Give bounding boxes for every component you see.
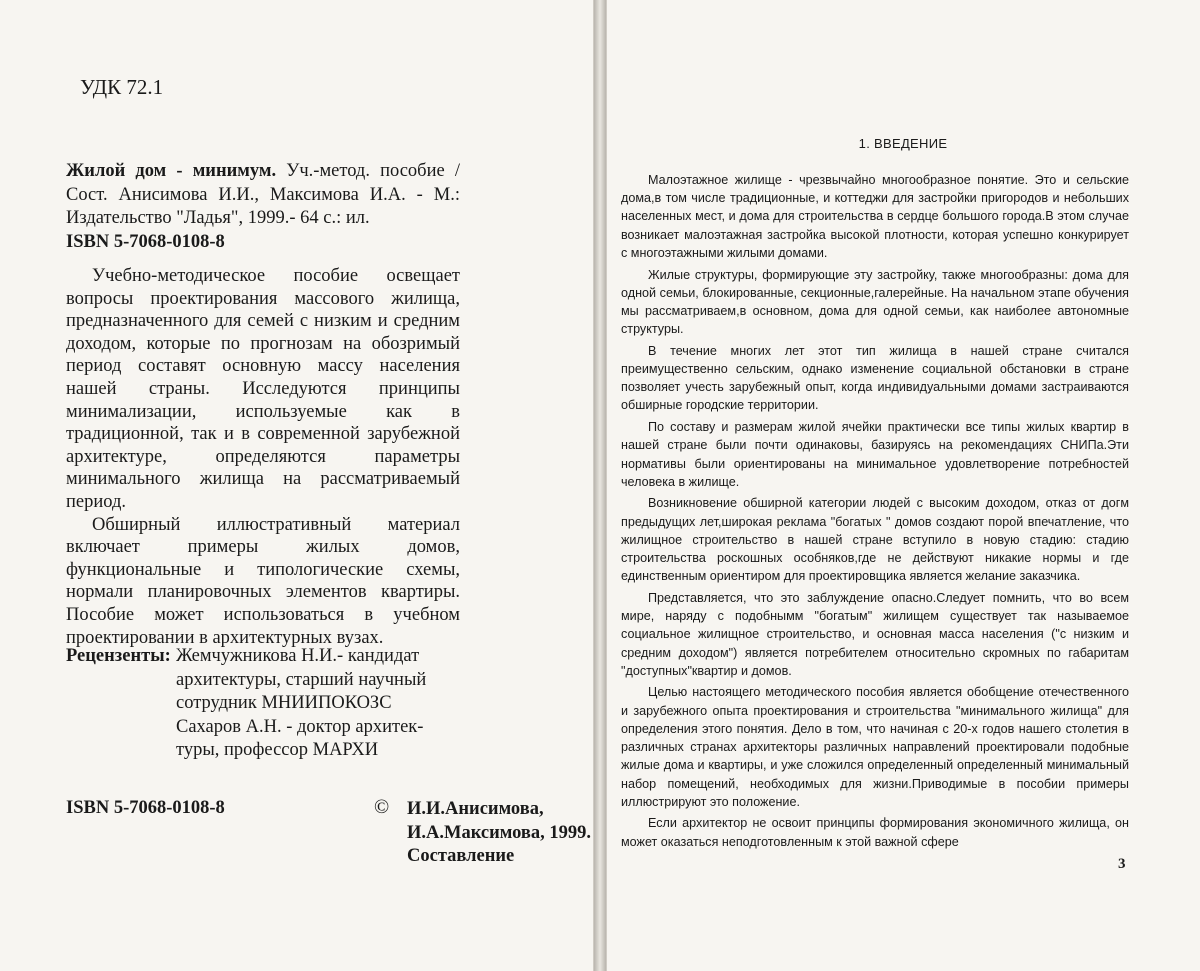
- author-line: Составление: [407, 846, 515, 866]
- reviewer-line: Жемчужникова Н.И.- кандидат: [176, 646, 420, 666]
- copyright-icon: ©: [374, 796, 390, 818]
- body-paragraph: Целью настоящего методического пособия является обобщение отечественного и зарубежного опыта проектирования и строительства "минимального жилища" для определения этого понятия. Дело в том, что начиная с 20-х годов нашего столетия в различных странах архитекторы различных направлений проектировали подобные жилые дома и квартиры, и уже сложился определенный определенный минимальный набор помещений, необходимых для жизни.Приводимые в пособии примеры иллюстрируют это положение.: [621, 685, 1129, 809]
- author-line: И.И.Анисимова,: [407, 799, 544, 819]
- reviewer-line: Сахаров А.Н. - доктор архитек-: [176, 716, 424, 737]
- isbn-top: ISBN 5-7068-0108-8: [66, 231, 225, 252]
- isbn-bottom: ISBN 5-7068-0108-8: [66, 798, 225, 818]
- body-paragraph: В течение многих лет этот тип жилища в нашей стране считался преимущественно сельским, однако изменение социальной обстановки в стране позволяет учесть зарубежный опыт, когда индивидуальными домами застраиваются обширные городские территории.: [621, 343, 1129, 413]
- annotation: [66, 265, 460, 649]
- udk-code: УДК 72.1: [80, 75, 164, 99]
- body-paragraph: По составу и размерам жилой ячейки практически все типы жилых квартир в нашей стране были почти одинаковы, базируясь на рекомендациях СНИПа.Эти нормативы были ориентированы на минимальное удовлетворение потребностей человека в жилище.: [621, 420, 1129, 489]
- book-title: Жилой дом - минимум.: [66, 161, 277, 181]
- author-line: И.А.Максимова, 1999.: [407, 822, 592, 843]
- body-paragraph: Жилые структуры, формирующие эту застройку, также многообразны: дома для одной семьи, блокированные, секционные,галерейные. На начальном этапе обучения мы рассматриваем,в основном, дома для одной семьи, как наиболее автономные структуры.: [621, 267, 1129, 337]
- book-spine: [594, 0, 606, 971]
- page-number: 3: [1118, 856, 1126, 872]
- reviewer-line: архитектуры, старший научный: [176, 669, 427, 690]
- reviewers-label: Рецензенты:: [66, 646, 171, 666]
- copyright-authors: [407, 798, 591, 869]
- bibliographic-record: [66, 160, 460, 254]
- annotation-paragraph: Обширный иллюстративный материал включает примеры жилых домов, функциональные и типологические схемы, нормали планировочных элементов квартиры. Пособие может использоваться в учебном проектировании в архитектурных вузах.: [66, 514, 460, 648]
- body-paragraph: Малоэтажное жилище - чрезвычайно многообразное понятие. Это и сельские дома,в том числе традиционные, и коттеджи для застройки пригородов и небольших населенных мест, и дома для строительства в сердце большого города.В этом случае возникает малоэтажная застройка высокой плотности, которая успешно конкурирует с многоэтажными жилыми домами.: [621, 173, 1129, 260]
- bibliographic-details: Уч.-метод. пособие / Сост. Анисимова И.И., Максимова И.А. - М.: Издательство "Ладья", 1999.- 64 с.: ил.: [66, 161, 460, 228]
- body-paragraph: Представляется, что это заблуждение опасно.Следует помнить, что во всем мире, наряду с подобнымм "богатым" жилищем существует так называемое социальное жилищное строительство, и основная масса населения ("с низким и средним доходом") является потребителем относительно скромных по габаритам "доступных"квартир и домов.: [621, 590, 1129, 678]
- body-paragraph: Возникновение обширной категории людей с высоким доходом, отказ от догм предыдущих лет,широкая реклама "богатых " домов создают порой впечатление, что жилищное строительство в нашей стране вступило в новую стадию: стадию строительства роскошных особняков,где не действуют никакие нормы и где единственным ориентиром для проектировщика является желание заказчика.: [621, 496, 1129, 584]
- annotation-paragraph: Учебно-методическое пособие освещает вопросы проектирования массового жилища, предназначенного для семей с низким и средним доходом, которые по прогнозам на обозримый период составят основную массу населения нашей страны. Исследуются принципы минимализации, используемые как в традиционной, так и в современной зарубежной архитектуре, определяются параметры минимального жилища на рассматриваемый период.: [66, 266, 460, 512]
- reviewer-line: туры, профессор МАРХИ: [176, 740, 379, 760]
- reviewer-line: сотрудник МНИИПОКОЗС: [176, 693, 392, 713]
- section-title: 1. ВВЕДЕНИЕ: [858, 136, 948, 151]
- introduction-text: [621, 171, 1129, 854]
- reviewers-list: [176, 645, 466, 763]
- body-paragraph: Если архитектор не освоит принципы формирования экономичного жилища, он может оказаться неподготовленным к этой важной сфере: [621, 816, 1129, 849]
